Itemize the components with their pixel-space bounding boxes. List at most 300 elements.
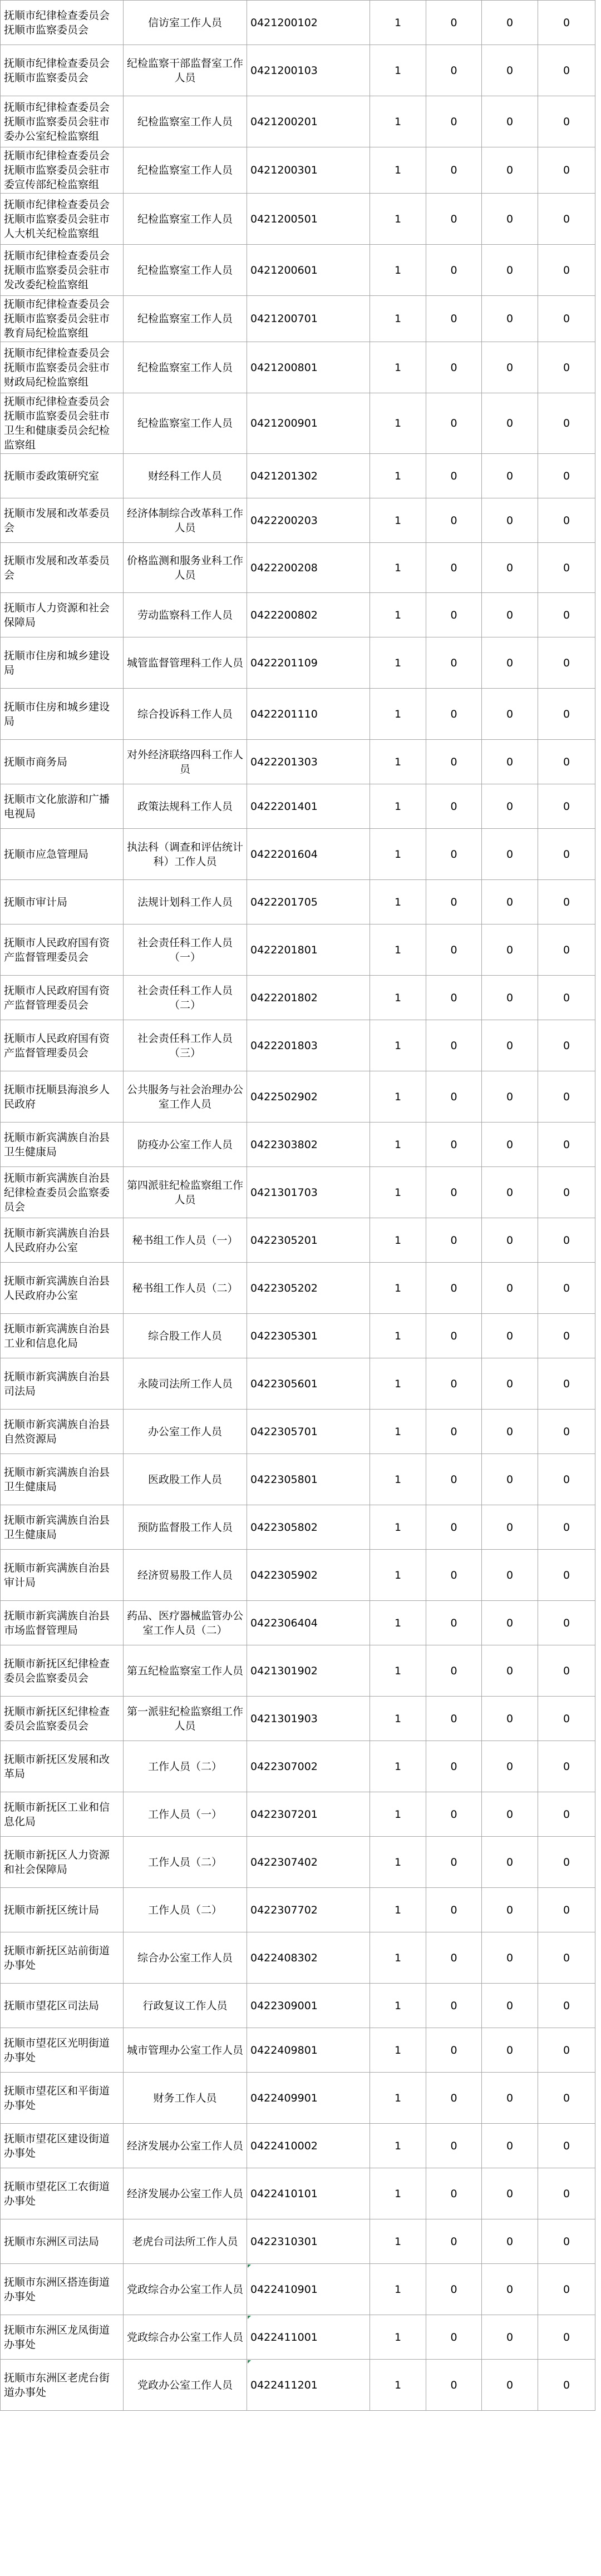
count-cell[interactable]: 0 <box>426 1984 482 2028</box>
position-cell[interactable]: 第一派驻纪检监察组工作人员 <box>124 1697 247 1741</box>
count-cell[interactable]: 0 <box>538 2124 595 2168</box>
count-cell[interactable]: 0 <box>482 784 538 829</box>
unit-cell[interactable]: 抚顺市人民政府国有资产监督管理委员会 <box>1 976 124 1020</box>
count-cell[interactable]: 1 <box>370 2168 426 2219</box>
code-cell[interactable]: 0421200102 <box>247 1 370 45</box>
code-cell[interactable]: 0421200301 <box>247 147 370 194</box>
count-cell[interactable]: 0 <box>538 1071 595 1123</box>
count-cell[interactable]: 0 <box>426 1020 482 1071</box>
count-cell[interactable]: 0 <box>482 1932 538 1984</box>
count-cell[interactable]: 1 <box>370 1358 426 1410</box>
count-cell[interactable]: 0 <box>426 1218 482 1263</box>
position-cell[interactable]: 办公室工作人员 <box>124 1410 247 1454</box>
count-cell[interactable]: 0 <box>482 1 538 45</box>
count-cell[interactable]: 0 <box>482 1167 538 1218</box>
unit-cell[interactable]: 抚顺市新宾满族自治县人民政府办公室 <box>1 1218 124 1263</box>
count-cell[interactable]: 1 <box>370 1071 426 1123</box>
position-cell[interactable]: 法规计划科工作人员 <box>124 880 247 924</box>
position-cell[interactable]: 综合投诉科工作人员 <box>124 689 247 740</box>
position-cell[interactable]: 价格监测和服务业科工作人员 <box>124 543 247 593</box>
count-cell[interactable]: 1 <box>370 194 426 245</box>
count-cell[interactable]: 1 <box>370 1697 426 1741</box>
unit-cell[interactable]: 抚顺市东洲区司法局 <box>1 2219 124 2264</box>
unit-cell[interactable]: 抚顺市新宾满族自治县人民政府办公室 <box>1 1263 124 1314</box>
count-cell[interactable]: 0 <box>482 2264 538 2315</box>
code-cell[interactable]: 0422201109 <box>247 637 370 689</box>
position-cell[interactable]: 行政复议工作人员 <box>124 1984 247 2028</box>
code-cell[interactable]: 0422410101 <box>247 2168 370 2219</box>
position-cell[interactable]: 医政股工作人员 <box>124 1454 247 1505</box>
count-cell[interactable]: 0 <box>426 454 482 498</box>
count-cell[interactable]: 0 <box>482 976 538 1020</box>
count-cell[interactable]: 1 <box>370 147 426 194</box>
count-cell[interactable]: 0 <box>538 147 595 194</box>
count-cell[interactable]: 0 <box>482 829 538 880</box>
count-cell[interactable]: 0 <box>482 147 538 194</box>
count-cell[interactable]: 0 <box>482 2073 538 2124</box>
unit-cell[interactable]: 抚顺市新抚区纪律检查委员会监察委员会 <box>1 1697 124 1741</box>
unit-cell[interactable]: 抚顺市纪律检查委员会抚顺市监察委员会驻市人大机关纪检监察组 <box>1 194 124 245</box>
count-cell[interactable]: 1 <box>370 1167 426 1218</box>
count-cell[interactable]: 0 <box>482 1837 538 1888</box>
count-cell[interactable]: 0 <box>538 1888 595 1932</box>
code-cell[interactable]: 0422309001 <box>247 1984 370 2028</box>
unit-cell[interactable]: 抚顺市新宾满族自治县审计局 <box>1 1550 124 1601</box>
count-cell[interactable]: 1 <box>370 784 426 829</box>
unit-cell[interactable]: 抚顺市望花区和平街道办事处 <box>1 2073 124 2124</box>
code-cell[interactable]: 0422201303 <box>247 740 370 784</box>
position-cell[interactable]: 第五纪检监察室工作人员 <box>124 1645 247 1697</box>
count-cell[interactable]: 0 <box>482 740 538 784</box>
unit-cell[interactable]: 抚顺市新宾满族自治县卫生健康局 <box>1 1454 124 1505</box>
count-cell[interactable]: 0 <box>538 1741 595 1792</box>
position-cell[interactable]: 纪检监察室工作人员 <box>124 342 247 393</box>
count-cell[interactable]: 0 <box>482 1263 538 1314</box>
position-cell[interactable]: 党政综合办公室工作人员 <box>124 2315 247 2360</box>
code-cell[interactable]: 0422410901 <box>247 2264 370 2315</box>
count-cell[interactable]: 1 <box>370 543 426 593</box>
count-cell[interactable]: 0 <box>482 45 538 96</box>
count-cell[interactable]: 1 <box>370 1218 426 1263</box>
count-cell[interactable]: 0 <box>426 1792 482 1837</box>
count-cell[interactable]: 0 <box>538 924 595 976</box>
unit-cell[interactable]: 抚顺市文化旅游和广播电视局 <box>1 784 124 829</box>
position-cell[interactable]: 社会责任科工作人员（二） <box>124 976 247 1020</box>
count-cell[interactable]: 1 <box>370 976 426 1020</box>
count-cell[interactable]: 0 <box>482 454 538 498</box>
position-cell[interactable]: 老虎台司法所工作人员 <box>124 2219 247 2264</box>
unit-cell[interactable]: 抚顺市应急管理局 <box>1 829 124 880</box>
count-cell[interactable]: 0 <box>538 342 595 393</box>
position-cell[interactable]: 纪检监察室工作人员 <box>124 245 247 296</box>
count-cell[interactable]: 0 <box>538 637 595 689</box>
count-cell[interactable]: 1 <box>370 1837 426 1888</box>
count-cell[interactable]: 0 <box>426 1601 482 1645</box>
unit-cell[interactable]: 抚顺市审计局 <box>1 880 124 924</box>
count-cell[interactable]: 0 <box>482 1888 538 1932</box>
position-cell[interactable]: 纪检监察室工作人员 <box>124 96 247 147</box>
unit-cell[interactable]: 抚顺市纪律检查委员会抚顺市监察委员会驻市委宣传部纪检监察组 <box>1 147 124 194</box>
count-cell[interactable]: 0 <box>538 2168 595 2219</box>
unit-cell[interactable]: 抚顺市新抚区纪律检查委员会监察委员会 <box>1 1645 124 1697</box>
unit-cell[interactable]: 抚顺市人力资源和社会保障局 <box>1 593 124 637</box>
position-cell[interactable]: 综合股工作人员 <box>124 1314 247 1358</box>
count-cell[interactable]: 1 <box>370 1741 426 1792</box>
unit-cell[interactable]: 抚顺市委政策研究室 <box>1 454 124 498</box>
position-cell[interactable]: 预防监督股工作人员 <box>124 1505 247 1550</box>
count-cell[interactable]: 0 <box>426 1454 482 1505</box>
code-cell[interactable]: 0422411001 <box>247 2315 370 2360</box>
count-cell[interactable]: 1 <box>370 1601 426 1645</box>
code-cell[interactable]: 0422201401 <box>247 784 370 829</box>
position-cell[interactable]: 纪检监察室工作人员 <box>124 147 247 194</box>
unit-cell[interactable]: 抚顺市住房和城乡建设局 <box>1 637 124 689</box>
count-cell[interactable]: 0 <box>482 1505 538 1550</box>
count-cell[interactable]: 0 <box>538 1358 595 1410</box>
count-cell[interactable]: 0 <box>538 296 595 342</box>
count-cell[interactable]: 0 <box>426 1550 482 1601</box>
code-cell[interactable]: 0421201302 <box>247 454 370 498</box>
unit-cell[interactable]: 抚顺市新宾满族自治县市场监督管理局 <box>1 1601 124 1645</box>
code-cell[interactable]: 0422200208 <box>247 543 370 593</box>
code-cell[interactable]: 0421200201 <box>247 96 370 147</box>
count-cell[interactable]: 0 <box>538 1505 595 1550</box>
position-cell[interactable]: 纪检监察室工作人员 <box>124 393 247 454</box>
count-cell[interactable]: 0 <box>538 880 595 924</box>
code-cell[interactable]: 0421200801 <box>247 342 370 393</box>
unit-cell[interactable]: 抚顺市纪律检查委员会抚顺市监察委员会驻市教育局纪检监察组 <box>1 296 124 342</box>
count-cell[interactable]: 1 <box>370 1263 426 1314</box>
unit-cell[interactable]: 抚顺市纪律检查委员会抚顺市监察委员会驻市发改委纪检监察组 <box>1 245 124 296</box>
count-cell[interactable]: 0 <box>538 1984 595 2028</box>
count-cell[interactable]: 0 <box>538 593 595 637</box>
count-cell[interactable]: 1 <box>370 393 426 454</box>
count-cell[interactable]: 0 <box>482 1358 538 1410</box>
count-cell[interactable]: 0 <box>482 245 538 296</box>
count-cell[interactable]: 0 <box>426 296 482 342</box>
count-cell[interactable]: 0 <box>538 1410 595 1454</box>
count-cell[interactable]: 0 <box>538 1645 595 1697</box>
count-cell[interactable]: 0 <box>482 1218 538 1263</box>
code-cell[interactable]: 0422201801 <box>247 924 370 976</box>
unit-cell[interactable]: 抚顺市纪律检查委员会抚顺市监察委员会 <box>1 1 124 45</box>
count-cell[interactable]: 0 <box>426 342 482 393</box>
code-cell[interactable]: 0422200203 <box>247 498 370 543</box>
count-cell[interactable]: 0 <box>538 454 595 498</box>
count-cell[interactable]: 0 <box>482 342 538 393</box>
code-cell[interactable]: 0422409901 <box>247 2073 370 2124</box>
code-cell[interactable]: 0421301902 <box>247 1645 370 1697</box>
count-cell[interactable]: 1 <box>370 2360 426 2411</box>
count-cell[interactable]: 0 <box>426 96 482 147</box>
code-cell[interactable]: 0422307702 <box>247 1888 370 1932</box>
count-cell[interactable]: 0 <box>538 784 595 829</box>
count-cell[interactable]: 0 <box>538 2028 595 2073</box>
count-cell[interactable]: 0 <box>426 1123 482 1167</box>
count-cell[interactable]: 1 <box>370 245 426 296</box>
count-cell[interactable]: 0 <box>426 1314 482 1358</box>
count-cell[interactable]: 0 <box>538 393 595 454</box>
code-cell[interactable]: 0422200802 <box>247 593 370 637</box>
unit-cell[interactable]: 抚顺市东洲区搭连街道办事处 <box>1 2264 124 2315</box>
count-cell[interactable]: 0 <box>426 593 482 637</box>
count-cell[interactable]: 0 <box>538 1123 595 1167</box>
code-cell[interactable]: 0422409801 <box>247 2028 370 2073</box>
count-cell[interactable]: 0 <box>426 1837 482 1888</box>
count-cell[interactable]: 0 <box>426 637 482 689</box>
code-cell[interactable]: 0422305701 <box>247 1410 370 1454</box>
count-cell[interactable]: 0 <box>426 1697 482 1741</box>
position-cell[interactable]: 永陵司法所工作人员 <box>124 1358 247 1410</box>
count-cell[interactable]: 0 <box>426 1932 482 1984</box>
position-cell[interactable]: 工作人员（一） <box>124 1792 247 1837</box>
code-cell[interactable]: 0422305801 <box>247 1454 370 1505</box>
count-cell[interactable]: 0 <box>482 2219 538 2264</box>
code-cell[interactable]: 0422305301 <box>247 1314 370 1358</box>
count-cell[interactable]: 0 <box>426 2315 482 2360</box>
position-cell[interactable]: 工作人员（二） <box>124 1837 247 1888</box>
count-cell[interactable]: 1 <box>370 1984 426 2028</box>
code-cell[interactable]: 0422307002 <box>247 1741 370 1792</box>
position-cell[interactable]: 社会责任科工作人员（一） <box>124 924 247 976</box>
position-cell[interactable]: 纪检监察室工作人员 <box>124 194 247 245</box>
count-cell[interactable]: 0 <box>538 1454 595 1505</box>
count-cell[interactable]: 0 <box>538 1167 595 1218</box>
count-cell[interactable]: 0 <box>538 498 595 543</box>
code-cell[interactable]: 0422306404 <box>247 1601 370 1645</box>
count-cell[interactable]: 0 <box>538 1932 595 1984</box>
code-cell[interactable]: 0422411201 <box>247 2360 370 2411</box>
count-cell[interactable]: 1 <box>370 296 426 342</box>
unit-cell[interactable]: 抚顺市望花区司法局 <box>1 1984 124 2028</box>
unit-cell[interactable]: 抚顺市纪律检查委员会抚顺市监察委员会驻市卫生和健康委员会纪检监察组 <box>1 393 124 454</box>
count-cell[interactable]: 0 <box>538 1550 595 1601</box>
count-cell[interactable]: 1 <box>370 829 426 880</box>
count-cell[interactable]: 0 <box>538 2264 595 2315</box>
count-cell[interactable]: 0 <box>426 147 482 194</box>
position-cell[interactable]: 纪检监察室工作人员 <box>124 296 247 342</box>
unit-cell[interactable]: 抚顺市望花区光明街道办事处 <box>1 2028 124 2073</box>
count-cell[interactable]: 0 <box>538 1697 595 1741</box>
count-cell[interactable]: 0 <box>538 1020 595 1071</box>
count-cell[interactable]: 0 <box>482 1645 538 1697</box>
count-cell[interactable]: 0 <box>426 1645 482 1697</box>
unit-cell[interactable]: 抚顺市望花区工农街道办事处 <box>1 2168 124 2219</box>
position-cell[interactable]: 药品、医疗器械监管办公室工作人员（二） <box>124 1601 247 1645</box>
count-cell[interactable]: 0 <box>482 498 538 543</box>
count-cell[interactable]: 0 <box>426 1410 482 1454</box>
position-cell[interactable]: 城管监督管理科工作人员 <box>124 637 247 689</box>
count-cell[interactable]: 0 <box>482 296 538 342</box>
unit-cell[interactable]: 抚顺市人民政府国有资产监督管理委员会 <box>1 1020 124 1071</box>
unit-cell[interactable]: 抚顺市新宾满族自治县卫生健康局 <box>1 1505 124 1550</box>
position-cell[interactable]: 工作人员（二） <box>124 1741 247 1792</box>
count-cell[interactable]: 0 <box>538 45 595 96</box>
count-cell[interactable]: 0 <box>426 1071 482 1123</box>
count-cell[interactable]: 0 <box>538 2315 595 2360</box>
count-cell[interactable]: 0 <box>482 2360 538 2411</box>
count-cell[interactable]: 0 <box>482 1020 538 1071</box>
count-cell[interactable]: 1 <box>370 689 426 740</box>
count-cell[interactable]: 0 <box>426 2219 482 2264</box>
count-cell[interactable]: 0 <box>482 1314 538 1358</box>
count-cell[interactable]: 0 <box>482 1454 538 1505</box>
count-cell[interactable]: 0 <box>482 1123 538 1167</box>
unit-cell[interactable]: 抚顺市东洲区龙凤街道办事处 <box>1 2315 124 2360</box>
count-cell[interactable]: 0 <box>538 1263 595 1314</box>
count-cell[interactable]: 0 <box>482 2315 538 2360</box>
count-cell[interactable]: 0 <box>482 2124 538 2168</box>
unit-cell[interactable]: 抚顺市纪律检查委员会抚顺市监察委员会驻市委办公室纪检监察组 <box>1 96 124 147</box>
count-cell[interactable]: 0 <box>538 689 595 740</box>
unit-cell[interactable]: 抚顺市纪律检查委员会抚顺市监察委员会 <box>1 45 124 96</box>
code-cell[interactable]: 0422310301 <box>247 2219 370 2264</box>
code-cell[interactable]: 0422201803 <box>247 1020 370 1071</box>
count-cell[interactable]: 0 <box>538 1314 595 1358</box>
position-cell[interactable]: 经济发展办公室工作人员 <box>124 2168 247 2219</box>
count-cell[interactable]: 0 <box>426 1741 482 1792</box>
unit-cell[interactable]: 抚顺市纪律检查委员会抚顺市监察委员会驻市财政局纪检监察组 <box>1 342 124 393</box>
count-cell[interactable]: 1 <box>370 1410 426 1454</box>
code-cell[interactable]: 0422305202 <box>247 1263 370 1314</box>
position-cell[interactable]: 工作人员（二） <box>124 1888 247 1932</box>
unit-cell[interactable]: 抚顺市发展和改革委员会 <box>1 543 124 593</box>
position-cell[interactable]: 第四派驻纪检监察组工作人员 <box>124 1167 247 1218</box>
count-cell[interactable]: 1 <box>370 2219 426 2264</box>
count-cell[interactable]: 1 <box>370 1645 426 1697</box>
count-cell[interactable]: 0 <box>426 2360 482 2411</box>
count-cell[interactable]: 1 <box>370 2124 426 2168</box>
count-cell[interactable]: 0 <box>538 829 595 880</box>
count-cell[interactable]: 0 <box>538 1601 595 1645</box>
unit-cell[interactable]: 抚顺市商务局 <box>1 740 124 784</box>
count-cell[interactable]: 0 <box>482 1697 538 1741</box>
count-cell[interactable]: 1 <box>370 1123 426 1167</box>
count-cell[interactable]: 0 <box>426 689 482 740</box>
count-cell[interactable]: 0 <box>426 829 482 880</box>
count-cell[interactable]: 1 <box>370 637 426 689</box>
code-cell[interactable]: 0422201802 <box>247 976 370 1020</box>
count-cell[interactable]: 0 <box>538 245 595 296</box>
count-cell[interactable]: 0 <box>426 924 482 976</box>
position-cell[interactable]: 秘书组工作人员（一） <box>124 1218 247 1263</box>
code-cell[interactable]: 0422305601 <box>247 1358 370 1410</box>
code-cell[interactable]: 0422502902 <box>247 1071 370 1123</box>
position-cell[interactable]: 财务工作人员 <box>124 2073 247 2124</box>
position-cell[interactable]: 党政综合办公室工作人员 <box>124 2264 247 2315</box>
code-cell[interactable]: 0422408302 <box>247 1932 370 1984</box>
code-cell[interactable]: 0422307201 <box>247 1792 370 1837</box>
count-cell[interactable]: 0 <box>426 1358 482 1410</box>
count-cell[interactable]: 1 <box>370 2028 426 2073</box>
count-cell[interactable]: 1 <box>370 498 426 543</box>
code-cell[interactable]: 0421200901 <box>247 393 370 454</box>
count-cell[interactable]: 0 <box>426 740 482 784</box>
unit-cell[interactable]: 抚顺市住房和城乡建设局 <box>1 689 124 740</box>
unit-cell[interactable]: 抚顺市发展和改革委员会 <box>1 498 124 543</box>
count-cell[interactable]: 0 <box>426 1505 482 1550</box>
unit-cell[interactable]: 抚顺市新宾满族自治县工业和信息化局 <box>1 1314 124 1358</box>
position-cell[interactable]: 劳动监察科工作人员 <box>124 593 247 637</box>
code-cell[interactable]: 0421200701 <box>247 296 370 342</box>
code-cell[interactable]: 0422305902 <box>247 1550 370 1601</box>
count-cell[interactable]: 0 <box>426 543 482 593</box>
count-cell[interactable]: 1 <box>370 2264 426 2315</box>
count-cell[interactable]: 0 <box>482 543 538 593</box>
count-cell[interactable]: 1 <box>370 2073 426 2124</box>
count-cell[interactable]: 0 <box>426 1888 482 1932</box>
count-cell[interactable]: 0 <box>538 96 595 147</box>
code-cell[interactable]: 0422305201 <box>247 1218 370 1263</box>
count-cell[interactable]: 0 <box>426 393 482 454</box>
count-cell[interactable]: 1 <box>370 1932 426 1984</box>
position-cell[interactable]: 经济贸易股工作人员 <box>124 1550 247 1601</box>
unit-cell[interactable]: 抚顺市望花区建设街道办事处 <box>1 2124 124 2168</box>
unit-cell[interactable]: 抚顺市新抚区站前街道办事处 <box>1 1932 124 1984</box>
count-cell[interactable]: 0 <box>538 976 595 1020</box>
count-cell[interactable]: 1 <box>370 880 426 924</box>
count-cell[interactable]: 1 <box>370 342 426 393</box>
count-cell[interactable]: 1 <box>370 45 426 96</box>
count-cell[interactable]: 1 <box>370 1505 426 1550</box>
unit-cell[interactable]: 抚顺市东洲区老虎台街道办事处 <box>1 2360 124 2411</box>
position-cell[interactable]: 经济体制综合改革科工作人员 <box>124 498 247 543</box>
count-cell[interactable]: 0 <box>426 1 482 45</box>
count-cell[interactable]: 0 <box>482 924 538 976</box>
count-cell[interactable]: 0 <box>538 1218 595 1263</box>
position-cell[interactable]: 秘书组工作人员（二） <box>124 1263 247 1314</box>
unit-cell[interactable]: 抚顺市新宾满族自治县卫生健康局 <box>1 1123 124 1167</box>
count-cell[interactable]: 0 <box>426 1167 482 1218</box>
position-cell[interactable]: 经济发展办公室工作人员 <box>124 2124 247 2168</box>
count-cell[interactable]: 0 <box>482 2028 538 2073</box>
count-cell[interactable]: 0 <box>538 2073 595 2124</box>
count-cell[interactable]: 1 <box>370 1550 426 1601</box>
unit-cell[interactable]: 抚顺市新抚区人力资源和社会保障局 <box>1 1837 124 1888</box>
count-cell[interactable]: 1 <box>370 593 426 637</box>
count-cell[interactable]: 0 <box>482 880 538 924</box>
count-cell[interactable]: 1 <box>370 924 426 976</box>
position-cell[interactable]: 公共服务与社会治理办公室工作人员 <box>124 1071 247 1123</box>
count-cell[interactable]: 0 <box>426 2073 482 2124</box>
count-cell[interactable]: 1 <box>370 1792 426 1837</box>
count-cell[interactable]: 0 <box>426 2264 482 2315</box>
unit-cell[interactable]: 抚顺市新宾满族自治县司法局 <box>1 1358 124 1410</box>
count-cell[interactable]: 0 <box>426 1263 482 1314</box>
count-cell[interactable]: 1 <box>370 1314 426 1358</box>
unit-cell[interactable]: 抚顺市新抚区统计局 <box>1 1888 124 1932</box>
count-cell[interactable]: 1 <box>370 1020 426 1071</box>
count-cell[interactable]: 0 <box>538 740 595 784</box>
count-cell[interactable]: 0 <box>482 194 538 245</box>
count-cell[interactable]: 0 <box>482 1984 538 2028</box>
count-cell[interactable]: 0 <box>538 2219 595 2264</box>
unit-cell[interactable]: 抚顺市新抚区工业和信息化局 <box>1 1792 124 1837</box>
count-cell[interactable]: 0 <box>538 543 595 593</box>
code-cell[interactable]: 0422305802 <box>247 1505 370 1550</box>
code-cell[interactable]: 0422410002 <box>247 2124 370 2168</box>
code-cell[interactable]: 0422201110 <box>247 689 370 740</box>
position-cell[interactable]: 执法科（调查和评估统计科）工作人员 <box>124 829 247 880</box>
code-cell[interactable]: 0421200601 <box>247 245 370 296</box>
unit-cell[interactable]: 抚顺市人民政府国有资产监督管理委员会 <box>1 924 124 976</box>
count-cell[interactable]: 1 <box>370 96 426 147</box>
count-cell[interactable]: 0 <box>426 45 482 96</box>
count-cell[interactable]: 0 <box>538 1792 595 1837</box>
position-cell[interactable]: 城市管理办公室工作人员 <box>124 2028 247 2073</box>
position-cell[interactable]: 防疫办公室工作人员 <box>124 1123 247 1167</box>
count-cell[interactable]: 0 <box>538 194 595 245</box>
